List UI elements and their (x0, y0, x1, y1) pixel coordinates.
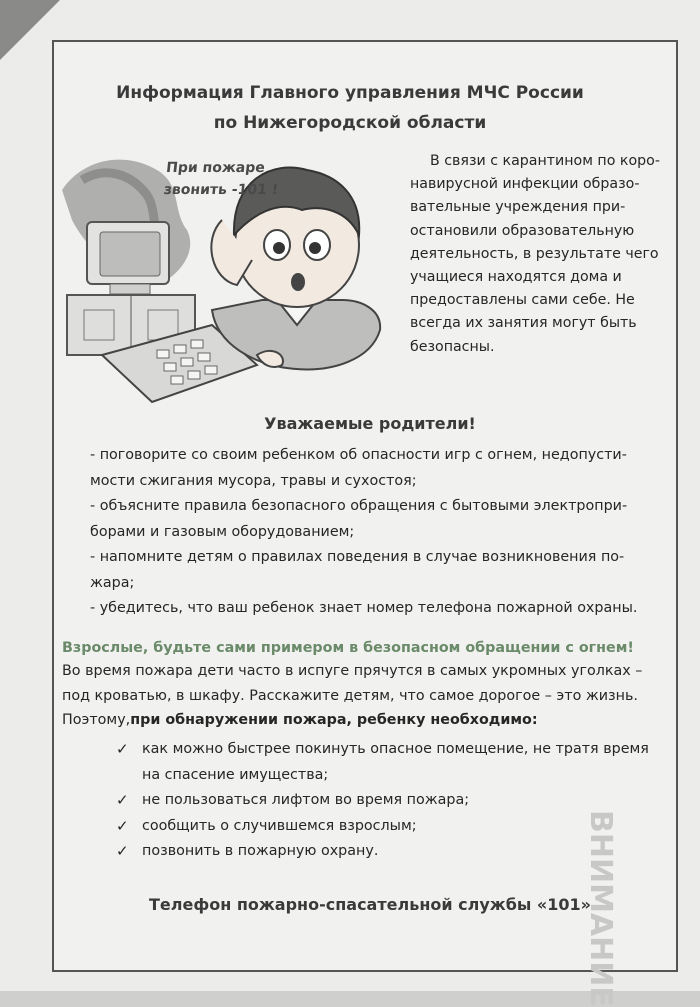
intro-line: предоставлены сами себе. Не (410, 292, 635, 309)
checkmark-icon: ✓ (116, 816, 129, 835)
advice-line: жара; (90, 574, 135, 591)
checkmark-icon: ✓ (116, 740, 129, 758)
page-title (0, 78, 700, 138)
intro-line: всегда их занятия могут быть (410, 315, 637, 332)
checklist-text: как можно быстрее покинуть опасное помещение, не тратя время (142, 741, 649, 757)
title-line-2: по Нижегородской области (213, 113, 487, 133)
advice-line: - поговорите со своим ребенком об опасности игр с огнем, недопусти- (90, 447, 627, 463)
illustration-caption (163, 157, 282, 201)
caption-line-1: При пожаре (165, 160, 266, 176)
checklist-item (116, 814, 676, 840)
checklist-item (116, 788, 676, 814)
advice-line: - напомните детям о правилах поведения в случае возникновения по- (90, 549, 625, 565)
paragraph-line: Во время пожара дети часто в испуге прячутся в самых укромных уголках – (62, 663, 643, 679)
intro-line: вательные учреждения при- (410, 199, 626, 216)
paragraph-line (62, 708, 674, 733)
checklist-text: не пользоваться лифтом во время пожара; (142, 792, 470, 808)
child-behavior-paragraph (62, 659, 674, 733)
checklist-item (116, 737, 676, 763)
checklist-text: сообщить о случившемся взрослым; (142, 817, 417, 834)
intro-line: учащиеся находятся дома и (410, 269, 622, 286)
intro-paragraph (410, 150, 678, 359)
checkmark-icon: ✓ (116, 842, 129, 860)
checklist-text: позвонить в пожарную охрану. (142, 843, 379, 859)
child-checklist (116, 737, 676, 865)
parents-heading: Уважаемые родители! (264, 414, 476, 433)
warning-line: Взрослые, будьте сами примером в безопасном обращении с огнем! (62, 640, 634, 656)
advice-line: мости сжигания мусора, травы и сухостоя; (90, 472, 417, 489)
advice-list (90, 443, 672, 622)
paragraph-line-emphasis: при обнаружении пожара, ребенку необходимо: (130, 712, 538, 728)
advice-line: борами и газовым оборудованием; (90, 523, 355, 540)
checklist-item (116, 839, 676, 865)
title-line-1: Информация Главного управления МЧС России (116, 83, 584, 103)
paragraph-line: под кроватью, в шкафу. Расскажите детям, что самое дорогое – это жизнь. (62, 687, 638, 704)
tv-monitor-icon (87, 222, 169, 294)
intro-line: В связи с карантином по коро- (430, 153, 660, 169)
intro-line: остановили образовательную (410, 222, 635, 239)
paragraph-line-start: Поэтому, (62, 712, 131, 728)
advice-line: - убедитесь, что ваш ребенок знает номер телефона пожарной охраны. (90, 600, 638, 616)
folded-corner-shadow (0, 0, 60, 60)
fire-service-phone-footer: Телефон пожарно-спасательной службы «101» (149, 895, 591, 914)
intro-line: навирусной инфекции образо- (410, 176, 640, 193)
checklist-text: на спасение имущества; (142, 766, 329, 783)
caption-line-2: звонить -101 ! (163, 182, 279, 198)
bleed-through-text: ВНИМАНИЕ (583, 810, 618, 1007)
checkmark-icon: ✓ (116, 791, 129, 809)
intro-line: безопасны. (410, 338, 495, 355)
advice-line: - объясните правила безопасного обращения с бытовыми электропри- (90, 498, 628, 514)
checklist-item (116, 763, 676, 789)
intro-line: деятельность, в результате чего (410, 245, 659, 262)
